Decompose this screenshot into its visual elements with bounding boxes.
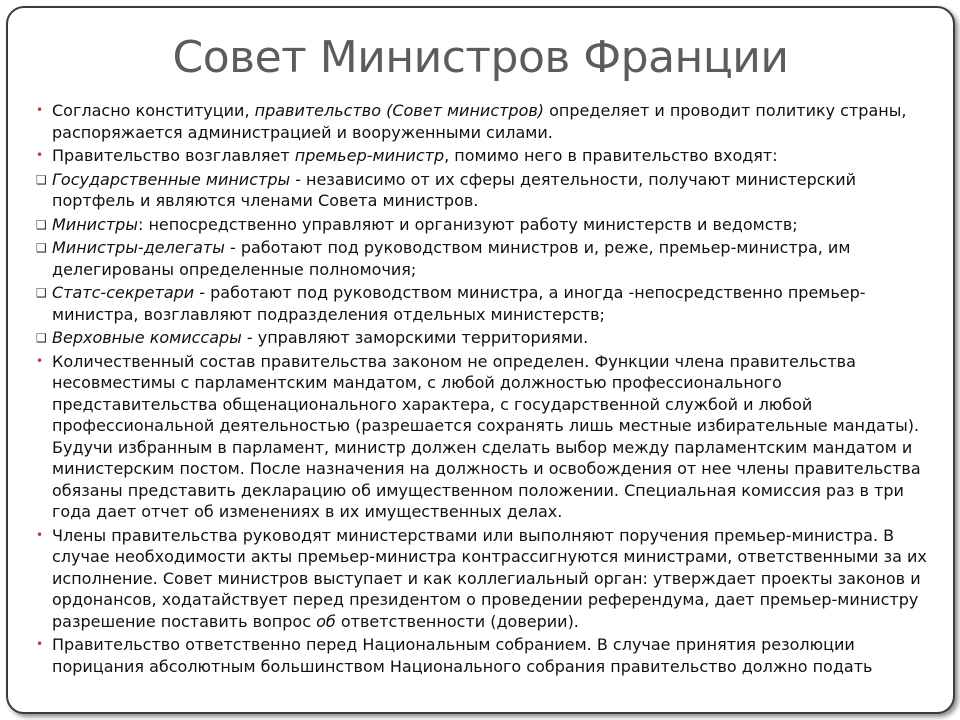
text-run: Правительство ответственно перед Национальным собранием. В случае принятия резолюции порицания абсолютным большинством Национального собрания правительство должно подать (52, 635, 873, 676)
checkbox-bullet-icon: ❑ (36, 331, 47, 345)
text-run: Количественный состав правительства законом не определен. Функции члена правительства несовместимы с парламентским мандатом, с любой должностью профессионального представительства общенационального характера, с государственной службой и любой профессиональной деятельностью (разрешается сохранять лишь местные избирательные мандаты). Будучи избранным в парламент, министр должен сделать выбор между парламентским мандатом и министерским постом. После назначения на должность и освобождения от нее члены правительства обязаны представить декларацию об имущественном положении. Специальная комиссия раз в три года дает отчет об изменениях в их имущественных делах. (52, 351, 921, 521)
list-item (36, 145, 942, 167)
sub-list-item (36, 237, 942, 280)
emphasized-text: правительство (Совет министров) (254, 101, 545, 120)
checkbox-bullet-icon: ❑ (36, 286, 47, 300)
list-item (36, 525, 942, 633)
checkbox-bullet-icon: ❑ (36, 172, 47, 187)
list-item (36, 634, 942, 677)
text-run: : непосредственно управляют и организуют работу министерств и ведомств; (137, 214, 798, 234)
text-run: Правительство возглавляет (52, 146, 295, 165)
text-run: Члены правительства руководят министерствами или выполняют поручения премьер-министра. В случае необходимости акты премьер-министра контрассигнуются министрами, ответственными за их исполнение. Совет министров выступает и как коллегиальный орган: утверждает проекты законов и ордонансов, ходатайствует перед президентом о проведении референдума, дает премьер-министру разрешение поставить вопрос (52, 525, 927, 631)
text-run: - работают под руководством министра, а иногда -непосредственно премьер-министра, возглавляют подразделения отдельных министерств; (52, 283, 866, 324)
slide-frame (6, 6, 955, 714)
checkbox-bullet-icon: ❑ (36, 241, 47, 255)
text-run: - управляют заморскими территориями. (241, 328, 589, 347)
checkbox-bullet-icon: ❑ (36, 217, 47, 232)
sub-list-item (36, 214, 942, 236)
sub-list-item (36, 327, 942, 349)
list-item (36, 351, 942, 523)
bullet-icon: • (36, 637, 44, 651)
text-run: , помимо него в правительство входят: (444, 146, 778, 165)
text-run: - работают под руководством министров и, реже, премьер-министра, им делегированы определенные полномочия; (52, 238, 851, 279)
emphasized-text: Верховные комиссары (52, 328, 242, 347)
text-run: Согласно конституции, (52, 101, 255, 120)
emphasized-text: Государственные министры (52, 169, 291, 189)
emphasized-text: Министры-делегаты (52, 238, 225, 257)
emphasized-text: Статс-секретари (52, 283, 195, 302)
slide-content (36, 100, 942, 679)
emphasized-text: премьер-министр (294, 146, 445, 165)
text-run: - независимо от их сферы деятельности, получают министерский портфель и являются членами Совета министров. (52, 169, 857, 210)
text-run: определяет и проводит политику страны, распоряжается администрацией и вооруженными силами. (52, 101, 907, 142)
sub-list-item (36, 282, 942, 325)
text-run: ответственности (доверии). (335, 611, 579, 631)
emphasized-text: Министры (52, 214, 138, 234)
list-item (36, 100, 942, 143)
sub-list-item (36, 169, 942, 212)
slide-title: Совет Министров Франции (172, 32, 789, 83)
bullet-icon: • (36, 148, 44, 162)
bullet-icon: • (36, 527, 44, 542)
emphasized-text: об (316, 611, 336, 631)
bullet-icon: • (36, 353, 44, 368)
bullet-icon: • (36, 103, 44, 117)
